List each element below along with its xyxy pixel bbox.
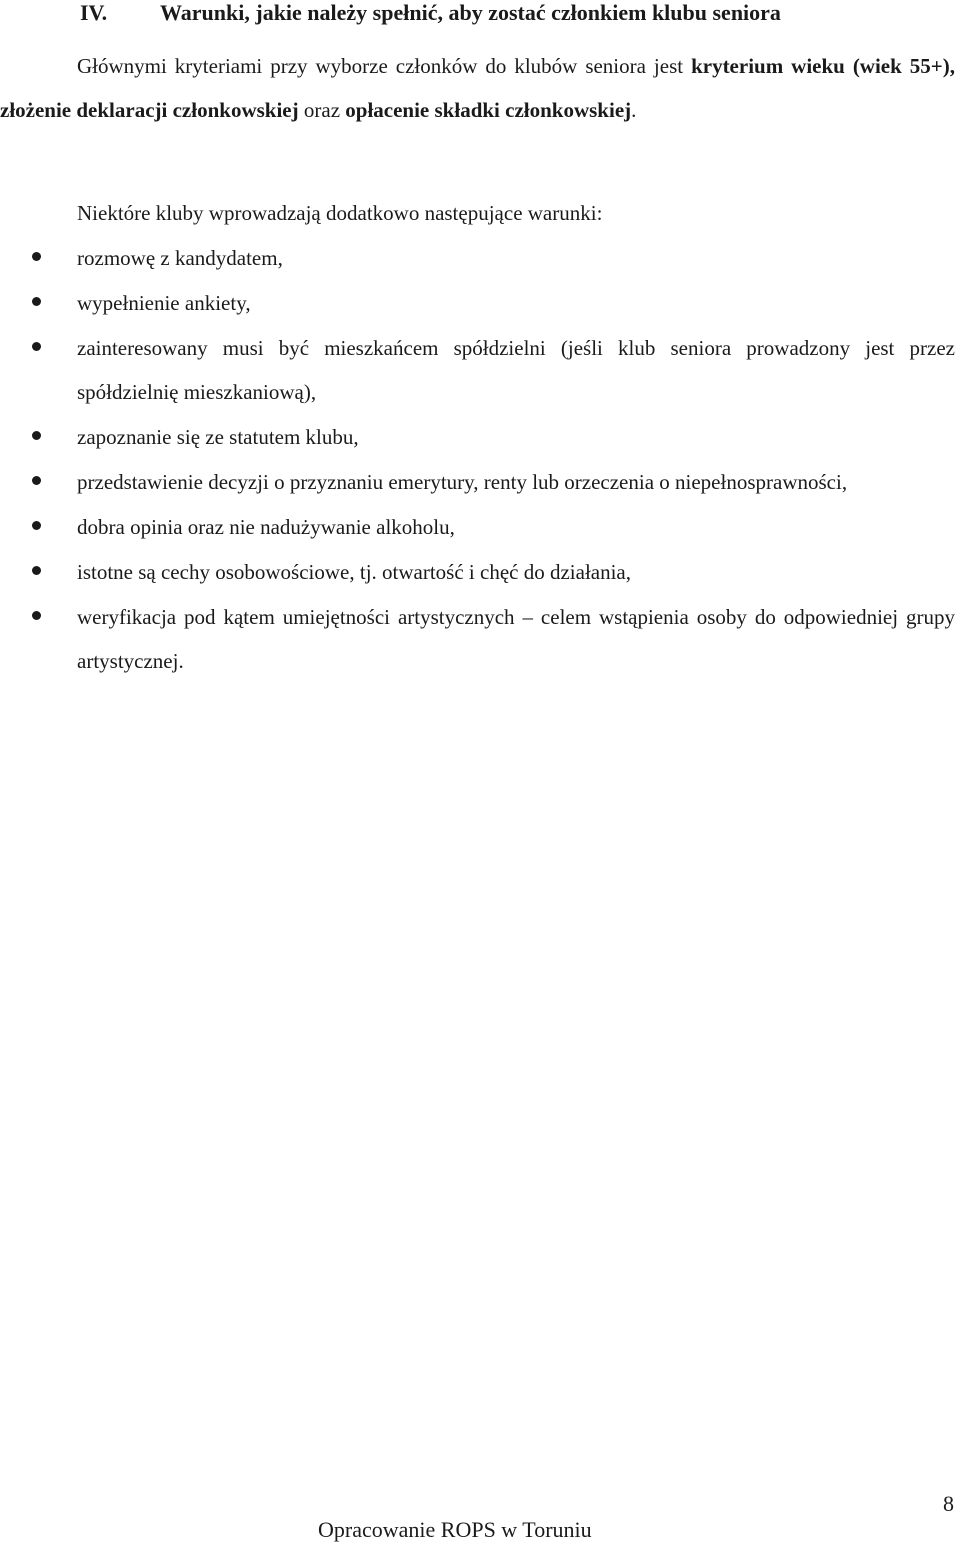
bullet-icon — [32, 297, 41, 306]
intro-text-1: Głównymi kryteriami przy wyborze członków do klubów seniora jest — [77, 54, 692, 78]
bullet-icon — [32, 252, 41, 261]
list-item-text: zainteresowany musi być mieszkańcem spółdzielni (jeśli klub seniora prowadzony jest przez spółdzielnię mieszkaniową), — [77, 336, 955, 404]
list-item-text: zapoznanie się ze statutem klubu, — [77, 425, 359, 449]
intro-text-2: oraz — [298, 98, 346, 122]
page-number: 8 — [943, 1491, 954, 1516]
section-title: Warunki, jakie należy spełnić, aby zostać członkiem klubu seniora — [160, 0, 781, 25]
bullet-icon — [32, 566, 41, 575]
list-item — [0, 236, 955, 280]
list-item — [0, 415, 955, 459]
section-heading — [80, 0, 781, 26]
intro-bold-criteria: kryterium wieku (wiek 55+), złożenie deklaracji członkowskiej — [0, 54, 955, 122]
list-item — [0, 460, 955, 504]
conditions-list — [0, 236, 955, 684]
list-item — [0, 505, 955, 549]
conditions-lead: Niektóre kluby wprowadzają dodatkowo następujące warunki: — [77, 201, 603, 225]
intro-bold-fee: opłacenie składki członkowskiej — [345, 98, 632, 122]
list-item — [0, 595, 955, 683]
list-item-text: wypełnienie ankiety, — [77, 291, 251, 315]
list-item-text: weryfikacja pod kątem umiejętności artystycznych – celem wstąpienia osoby do odpowiedniej grupy artystycznej. — [77, 605, 955, 673]
list-item-text: istotne są cechy osobowościowe, tj. otwartość i chęć do działania, — [77, 560, 631, 584]
bullet-icon — [32, 521, 41, 530]
page-footer: Opracowanie ROPS w Toruniu — [318, 1517, 592, 1542]
intro-text-3: . — [631, 98, 637, 122]
list-item — [0, 281, 955, 325]
intro-paragraph — [0, 44, 955, 132]
section-number: IV. — [80, 0, 108, 25]
list-item-text: rozmowę z kandydatem, — [77, 246, 283, 270]
list-item — [0, 550, 955, 594]
list-item-text: przedstawienie decyzji o przyznaniu emerytury, renty lub orzeczenia o niepełnosprawności, — [77, 470, 848, 494]
bullet-icon — [32, 476, 41, 485]
bullet-icon — [32, 342, 41, 351]
list-item-text: dobra opinia oraz nie nadużywanie alkoholu, — [77, 515, 455, 539]
bullet-icon — [32, 431, 41, 440]
bullet-icon — [32, 611, 41, 620]
list-item — [0, 326, 955, 414]
